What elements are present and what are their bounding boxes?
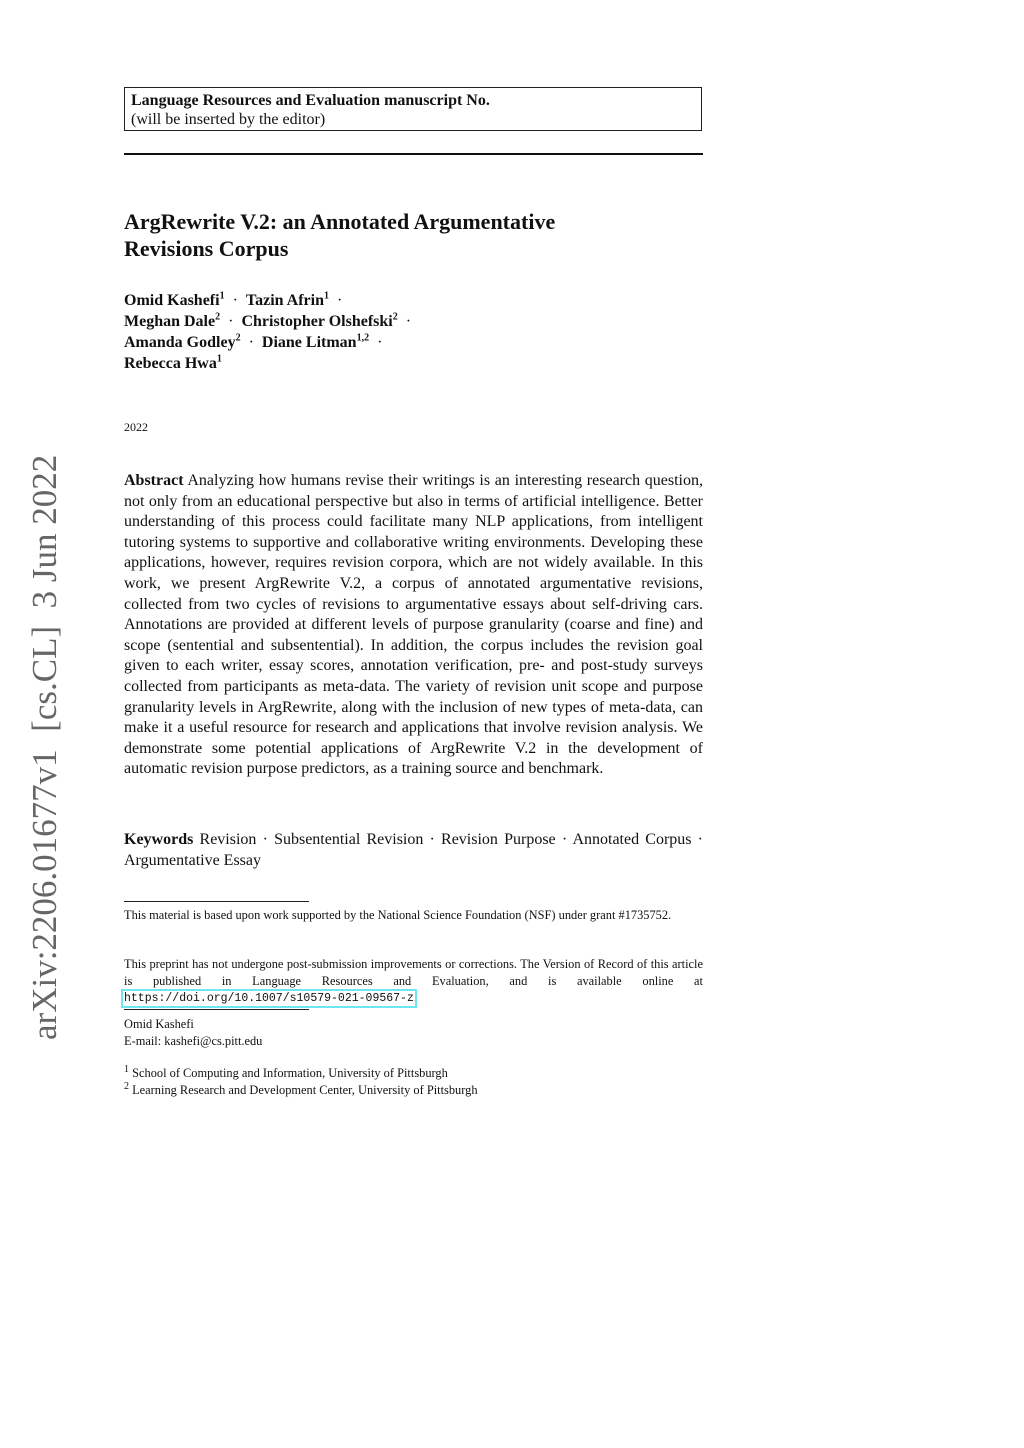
paper-title [124, 208, 724, 262]
author-separator: · [248, 334, 254, 351]
author-name: Meghan Dale [124, 313, 216, 330]
title-line-1: ArgRewrite V.2: an Annotated Argumentative [124, 209, 556, 234]
funding-note: This material is based upon work supported by the National Science Foundation (NSF) under grant #1735752. [124, 908, 672, 922]
author-name: Diane Litman [261, 334, 357, 351]
preprint-end: . [413, 990, 417, 1004]
footnote-rule [124, 1009, 309, 1010]
author-affiliation: 2 [215, 311, 221, 323]
author-name: Amanda Godley [124, 334, 236, 351]
author-affiliation: 2 [235, 332, 241, 344]
keywords-text: Revision · Subsentential Revision · Revision Purpose · Annotated Corpus · Argumentative Essay [124, 831, 704, 869]
abstract [124, 471, 703, 780]
publication-year: 2022 [124, 420, 148, 434]
abstract-text: Analyzing how humans revise their writings is an interesting research question, not only from an educational perspective but also in terms of artificial intelligence. Better understanding of this process could facilitate many NLP applications, from intelligent tutoring systems to supportive and collaborative writing environments. Developing these applications, however, requires revision corpora, which are not widely available. In this work, we present ArgRewrite V.2, a corpus of annotated argumentative revisions, collected from two cycles of revisions to argumentative essays about self-driving cars. Annotations are provided at different levels of purpose granularity (coarse and fine) and scope (sentential and subsentential). In addition, the corpus includes the revision goal given to each writer, essay scores, annotation verification, pre- and post-study surveys collected from participants as meta-data. The variety of revision unit scope and purpose granularity levels in ArgRewrite, along with the inclusion of new types of meta-data, can make it a useful resource for research and applications that involve revision analysis. We demonstrate some potential applications of ArgRewrite V.2 in the development of automatic revision purpose predictors, as a training source and benchmark. [124, 472, 703, 778]
author-line [124, 290, 724, 311]
editor-line: (will be inserted by the editor) [131, 111, 326, 128]
contact-email: E-mail: kashefi@cs.pitt.edu [124, 1033, 263, 1048]
arxiv-stamp: arXiv:2206.01677v1 [cs.CL] 3 Jun 2022 [25, 454, 64, 1040]
author-separator: · [232, 292, 238, 309]
author-name: Tazin Afrin [245, 292, 324, 309]
author-affiliation: 1 [219, 290, 225, 302]
affiliations [124, 1065, 703, 1098]
author-affiliation: 1 [323, 290, 329, 302]
author-separator: · [405, 313, 412, 330]
editor-notice-box [124, 87, 702, 131]
doi-link[interactable]: https://doi.org/10.1007/s10579-021-09567-z [124, 992, 414, 1005]
author-line [124, 353, 724, 374]
author-affiliation: 2 [392, 311, 398, 323]
journal-line: Language Resources and Evaluation manuscript No. [131, 92, 490, 109]
affiliation-text: School of Computing and Information, University of Pittsburgh [132, 1066, 448, 1080]
author-affiliation: 1,2 [356, 332, 370, 344]
footnote-rule [124, 901, 309, 902]
author-separator: · [228, 313, 234, 330]
header-rule [124, 153, 703, 155]
preprint-note [124, 956, 703, 1008]
affiliation-1 [124, 1065, 703, 1082]
author-name: Omid Kashefi [124, 292, 220, 309]
keywords-label: Keywords [124, 831, 194, 848]
affiliation-text: Learning Research and Development Center, University of Pittsburgh [132, 1082, 478, 1097]
affiliation-number: 2 [124, 1080, 129, 1092]
author-line [124, 311, 724, 332]
contact-note [124, 1016, 703, 1049]
abstract-label: Abstract [124, 472, 184, 489]
affiliation-2 [124, 1082, 703, 1099]
author-list [124, 290, 724, 374]
author-affiliation: 1 [216, 353, 222, 365]
title-line-2: Revisions Corpus [124, 236, 289, 261]
author-separator: · [377, 334, 383, 351]
author-name: Rebecca Hwa [124, 355, 217, 372]
affiliation-number: 1 [124, 1063, 129, 1075]
author-name: Christopher Olshefski [241, 313, 393, 330]
contact-name: Omid Kashefi [124, 1017, 194, 1031]
author-line [124, 332, 724, 353]
author-separator: · [336, 292, 343, 309]
keywords [124, 830, 703, 871]
preprint-text: This preprint has not undergone post-submission improvements or corrections. The Version of Record of this article is published in Language Resources and Evaluation, and is available online at [124, 957, 703, 988]
